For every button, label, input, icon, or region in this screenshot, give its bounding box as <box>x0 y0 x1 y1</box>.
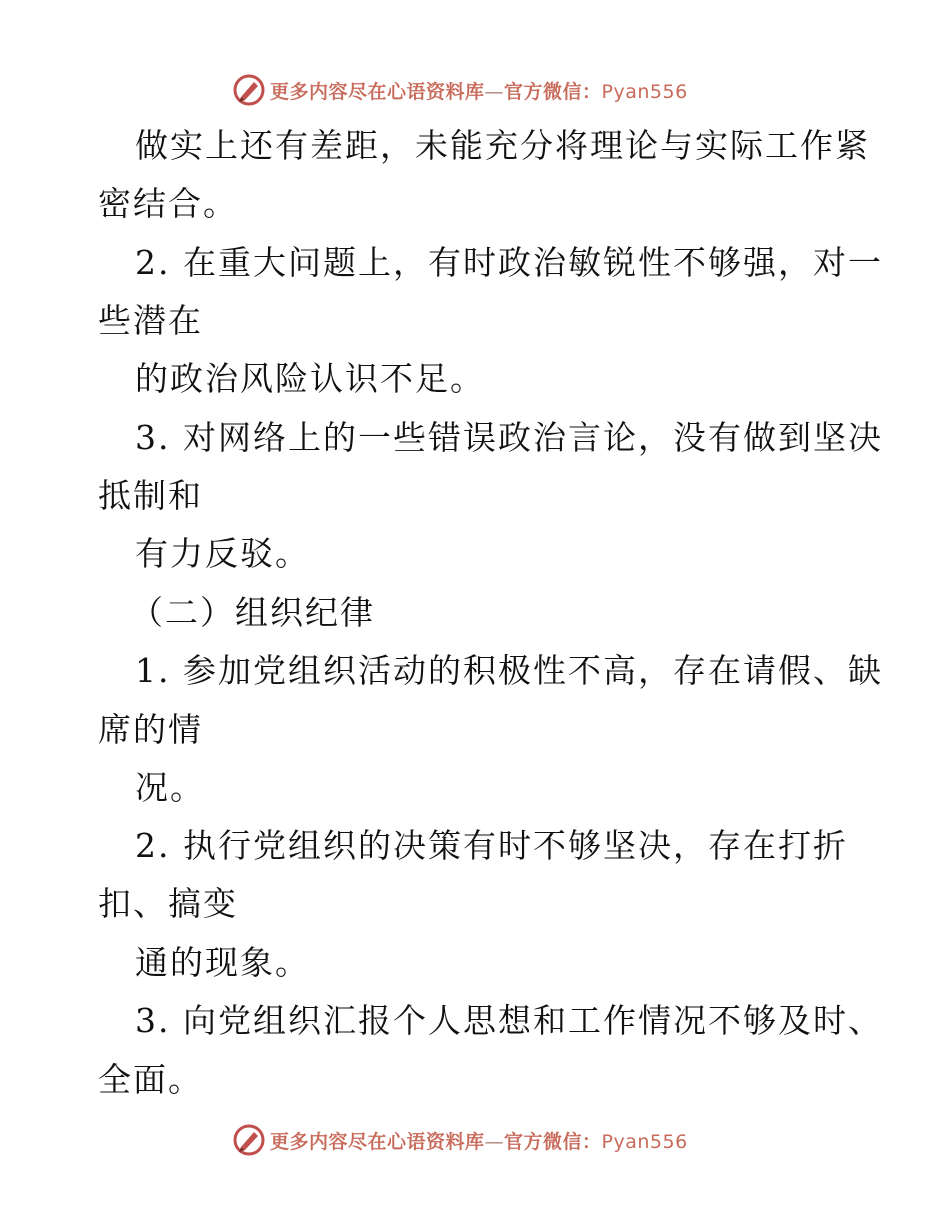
paragraph-line: 扣、搞变 <box>98 884 238 923</box>
watermark-text: 更多内容尽在心语资料库—官方微信：Pyan556 <box>270 1130 688 1153</box>
pen-logo-icon <box>232 1123 266 1157</box>
footer-watermark <box>232 1122 688 1158</box>
paragraph-line: 做实上还有差距，未能充分将理论与实际工作紧 <box>135 126 870 165</box>
paragraph-line: 抵制和 <box>98 476 203 515</box>
paragraph-line: 全面。 <box>98 1060 203 1099</box>
paragraph-line: 2. 执行党组织的决策有时不够坚决，存在打折 <box>135 826 848 865</box>
paragraph-line: 3. 向党组织汇报个人思想和工作情况不够及时、 <box>135 1001 883 1040</box>
paragraph-line: 3. 对网络上的一些错误政治言论，没有做到坚决 <box>135 418 883 457</box>
paragraph-line: 密结合。 <box>98 184 238 223</box>
paragraph-line: 况。 <box>135 768 205 807</box>
paragraph-line: 的政治风险认识不足。 <box>135 359 485 398</box>
paragraph-line: 席的情 <box>98 710 203 749</box>
paragraph-line: 些潜在 <box>98 301 203 340</box>
paragraph-line: 有力反驳。 <box>135 534 310 573</box>
section-heading: （二）组织纪律 <box>130 593 375 632</box>
paragraph-line: 通的现象。 <box>135 943 310 982</box>
paragraph-line: 1. 参加党组织活动的积极性不高，存在请假、缺 <box>135 651 883 690</box>
paragraph-line: 2. 在重大问题上，有时政治敏锐性不够强，对一 <box>135 243 883 282</box>
watermark-text: 更多内容尽在心语资料库—官方微信：Pyan556 <box>270 80 688 103</box>
